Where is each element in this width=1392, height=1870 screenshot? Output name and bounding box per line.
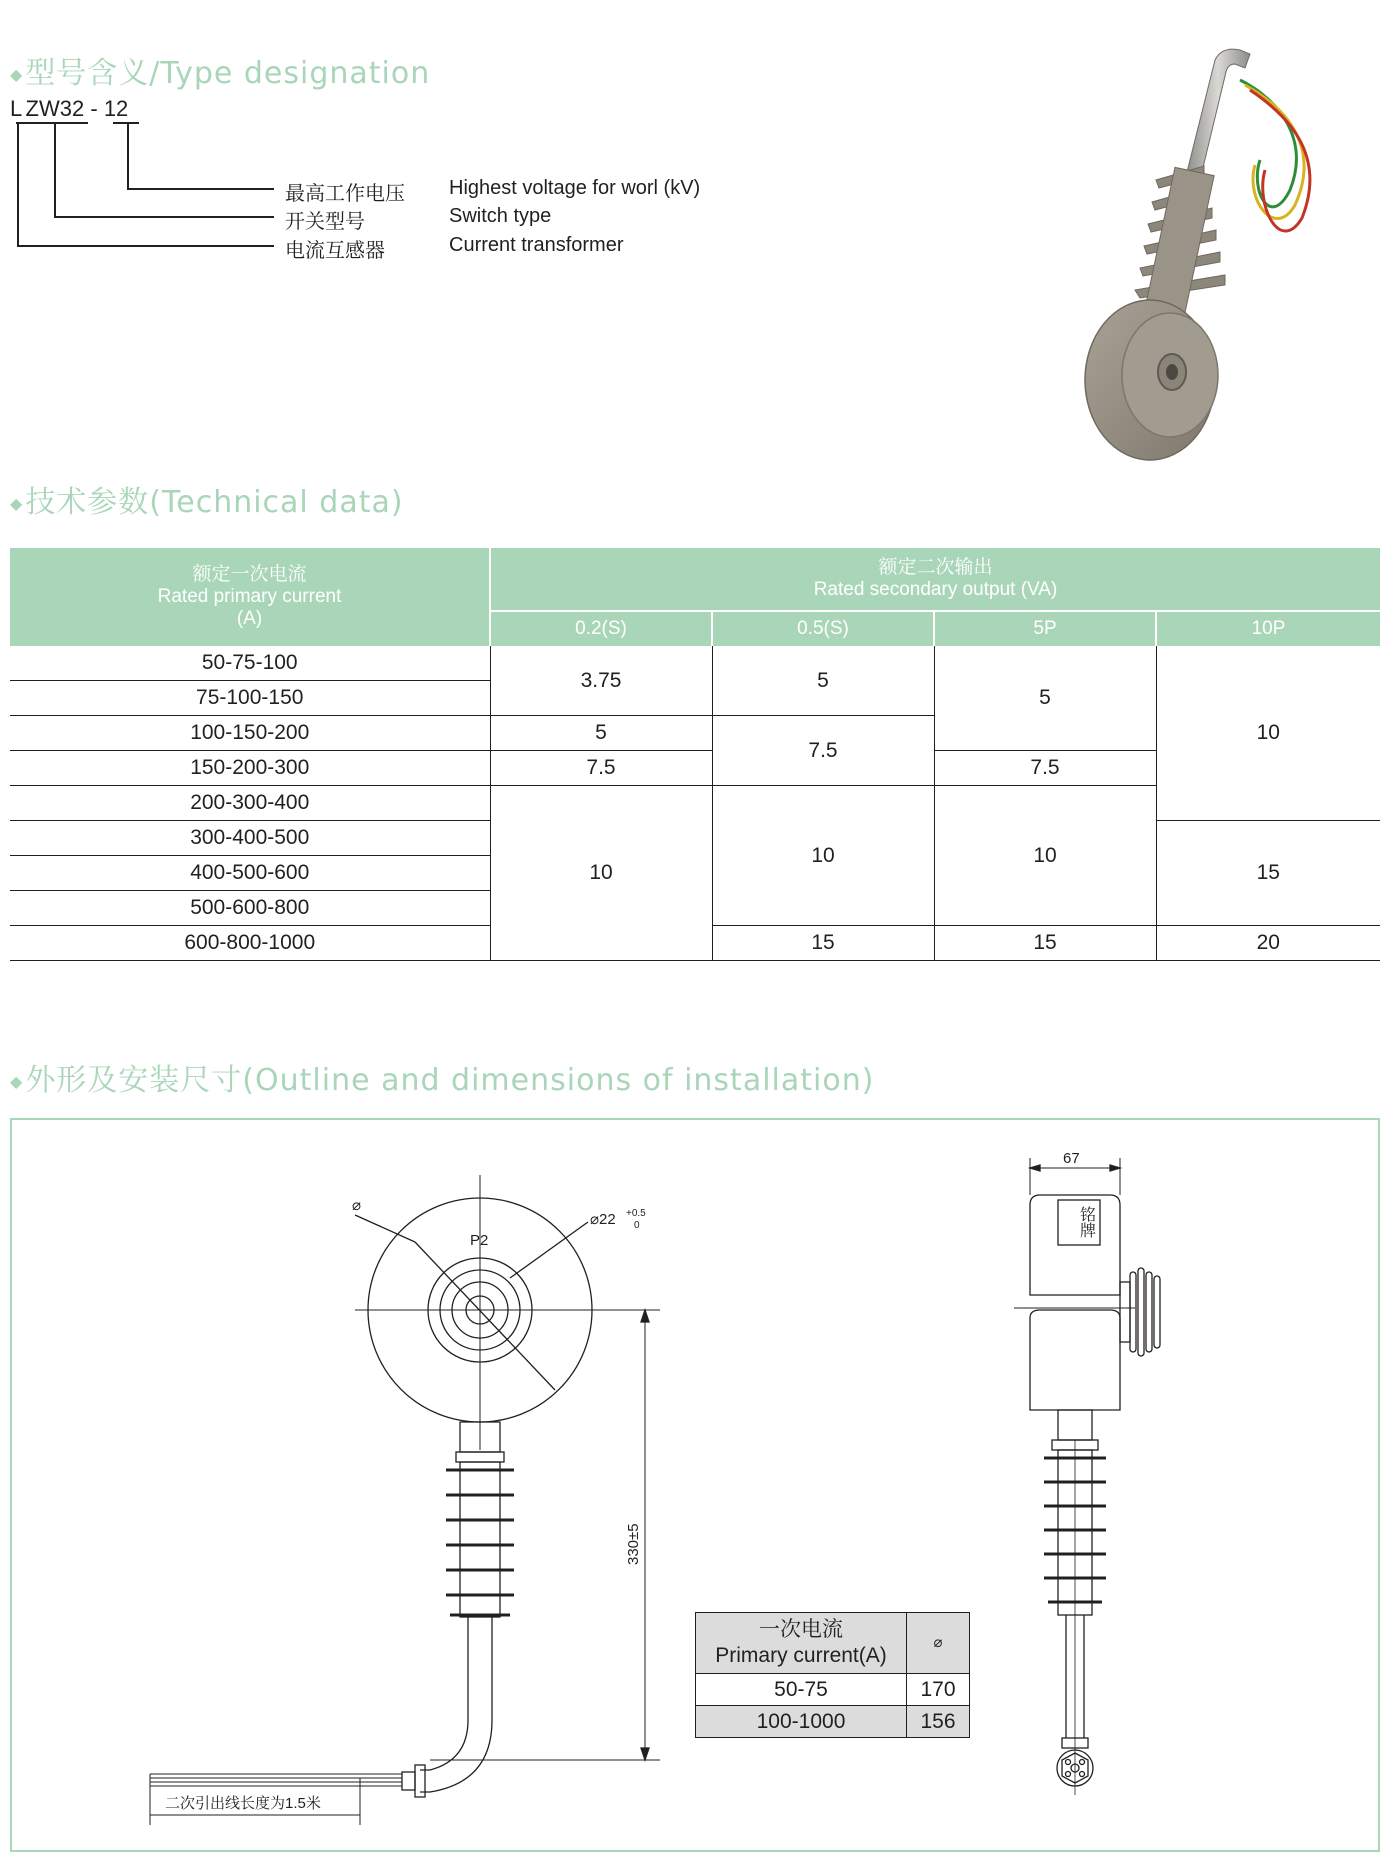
technical-data-table	[10, 548, 1380, 961]
hole-leader-line	[510, 1222, 588, 1278]
switch-type-cn: 开关型号	[285, 211, 365, 233]
outline-heading	[10, 1055, 874, 1099]
secondary-output-en: Rated secondary output (VA)	[813, 579, 1058, 600]
class-header-05s: 0.5(S)	[712, 611, 934, 646]
value-cell: 5	[712, 646, 934, 716]
diamond-bullet-icon: ◆	[10, 494, 24, 513]
leader-horizontal-l	[17, 245, 274, 247]
p2-label: P2	[470, 1232, 489, 1249]
voltage-en: Highest voltage for worl (kV)	[449, 177, 701, 199]
leader-vertical-12	[127, 122, 129, 189]
side-view-drawing	[1000, 1140, 1200, 1800]
value-cell: 15	[712, 926, 934, 961]
leader-vertical-l	[17, 122, 19, 245]
value-cell: 15	[934, 926, 1156, 961]
pc-dia-cell: 170	[907, 1674, 970, 1706]
rated-current-cn: 额定一次电流	[192, 564, 307, 585]
diamond-bullet-icon: ◆	[10, 1072, 24, 1091]
ct-hole-center	[1166, 364, 1178, 380]
class-header-5p: 5P	[934, 611, 1156, 646]
nameplate-label: 铭牌	[1077, 1206, 1095, 1238]
diamond-bullet-icon: ◆	[10, 65, 24, 84]
current-cell: 75-100-150	[10, 681, 490, 716]
leader-horizontal-zw32	[54, 216, 274, 218]
value-cell: 5	[934, 646, 1156, 751]
pc-header-dia: ⌀	[907, 1613, 970, 1674]
current-cell: 200-300-400	[10, 786, 490, 821]
heading-text: 型号含义/Type designation	[25, 56, 431, 91]
hole-dia-label: ⌀22	[590, 1211, 616, 1228]
table-row	[696, 1674, 970, 1706]
code-part-l: L	[10, 96, 22, 121]
rod-left-edge	[420, 1617, 468, 1770]
primary-current-table	[695, 1612, 970, 1738]
pc-header-cn: 一次电流	[759, 1618, 843, 1641]
current-cell: 300-400-500	[10, 821, 490, 856]
width-dimension-label: 67	[1063, 1150, 1080, 1167]
pc-header-current	[696, 1613, 907, 1674]
lead-length-note: 二次引出线长度为1.5米	[165, 1795, 321, 1812]
value-cell: 20	[1156, 926, 1380, 961]
value-cell: 3.75	[490, 646, 712, 716]
switch-type-en: Switch type	[449, 205, 552, 227]
voltage-cn: 最高工作电压	[285, 183, 405, 205]
heading-text: 外形及安装尺寸(Outline and dimensions of installation)	[25, 1063, 875, 1098]
class-header-10p: 10P	[1156, 611, 1380, 646]
insulator-sheds	[1135, 166, 1225, 313]
pc-header-en: Primary current(A)	[715, 1644, 887, 1667]
table-row	[10, 646, 1380, 681]
secondary-output-cn: 额定二次输出	[878, 557, 993, 578]
current-cell: 50-75-100	[10, 646, 490, 681]
dia-leader-line	[355, 1215, 415, 1242]
pc-current-cell: 100-1000	[696, 1706, 907, 1738]
current-cell: 500-600-800	[10, 891, 490, 926]
class-header-02s: 0.2(S)	[490, 611, 712, 646]
value-cell: 10	[490, 786, 712, 961]
model-code	[10, 96, 128, 122]
rated-current-unit: (A)	[236, 608, 263, 629]
leader-horizontal-12	[127, 188, 274, 190]
current-transformer-en: Current transformer	[449, 234, 624, 256]
rod-elbow	[1186, 49, 1250, 180]
secondary-output-header	[490, 548, 1380, 611]
value-cell: 7.5	[712, 716, 934, 786]
code-part-dash: -	[90, 96, 98, 121]
rated-current-en: Rated primary current	[157, 586, 342, 607]
value-cell: 10	[712, 786, 934, 926]
current-transformer-cn: 电流互感器	[285, 240, 385, 262]
value-cell: 5	[490, 716, 712, 751]
hole-tol-lower: 0	[634, 1220, 640, 1231]
value-cell: 15	[1156, 821, 1380, 926]
lower-housing	[1030, 1310, 1120, 1410]
value-cell: 10	[934, 786, 1156, 926]
rod-right-edge	[420, 1617, 492, 1792]
table-row	[696, 1706, 970, 1738]
pc-dia-cell: 156	[907, 1706, 970, 1738]
value-cell: 7.5	[934, 751, 1156, 786]
current-cell: 400-500-600	[10, 856, 490, 891]
underline-12	[113, 122, 139, 124]
current-cell: 600-800-1000	[10, 926, 490, 961]
type-designation-heading	[10, 48, 430, 92]
product-photo	[1040, 40, 1340, 480]
current-cell: 100-150-200	[10, 716, 490, 751]
value-cell: 10	[1156, 646, 1380, 821]
heading-text: 技术参数(Technical data)	[25, 485, 404, 520]
pc-current-cell: 50-75	[696, 1674, 907, 1706]
leader-vertical-zw32	[54, 122, 56, 217]
disc-dia-label: ⌀	[352, 1197, 362, 1214]
underline-zw32	[30, 122, 88, 124]
height-dimension-label: 330±5	[625, 1523, 642, 1565]
code-part-zw32: ZW32	[25, 96, 85, 121]
rated-current-header	[10, 548, 490, 646]
current-cell: 150-200-300	[10, 751, 490, 786]
code-part-12: 12	[103, 96, 129, 121]
technical-data-heading	[10, 477, 404, 521]
hole-tol-upper: +0.5	[626, 1208, 646, 1219]
value-cell: 7.5	[490, 751, 712, 786]
front-view-drawing	[130, 1160, 730, 1850]
